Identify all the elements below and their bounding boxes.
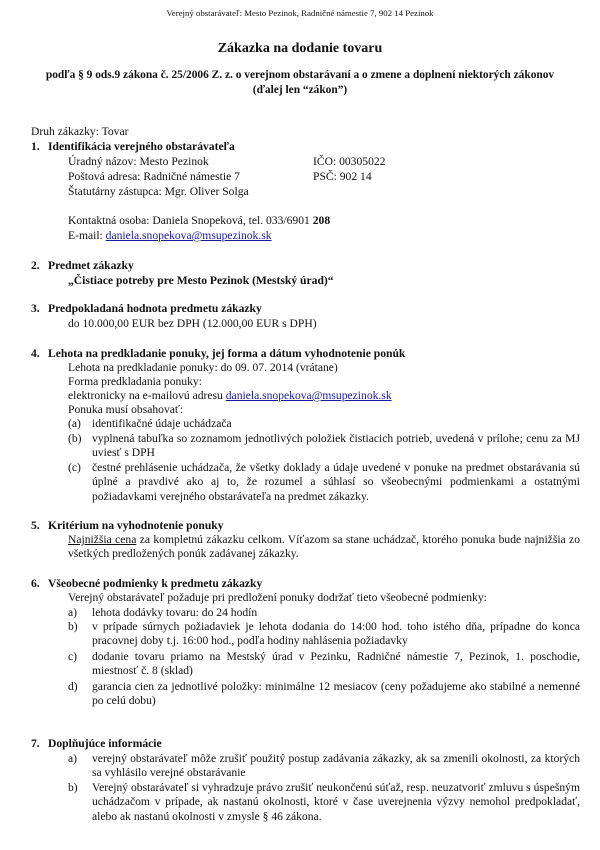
s4-item: identifikačné údaje uchádzača bbox=[92, 417, 232, 430]
section-2-title: Predmet zákazky bbox=[48, 259, 134, 272]
submission-deadline: Lehota na predkladanie ponuky: do 09. 07. 2014 (vrátane) bbox=[68, 361, 338, 374]
contact-person: Kontaktná osoba: Daniela Snopeková, tel. 033/6901 208 bbox=[68, 214, 331, 227]
s6-item: v prípade súrnych požiadaviek je lehota dodania do 14:00 hod. toho istého dňa, prípadne do konca pracovnej doby t.j. 16:00 hod., podľa hodiny nahlásenia požiadavky bbox=[92, 620, 580, 648]
general-conditions-intro: Verejný obstarávateľ požaduje pri predložení ponuky dodržať tieto všeobecné podmienky: bbox=[68, 591, 487, 604]
s6-item-letter: d) bbox=[68, 680, 78, 693]
section-6-number: 6. bbox=[31, 577, 40, 590]
contact-email-link[interactable]: daniela.snopekova@msupezinok.sk bbox=[105, 229, 272, 242]
contract-subject: „Čistiace potreby pre Mesto Pezinok (Mestský úrad)“ bbox=[68, 274, 334, 287]
statutory-representative: Štatutárny zástupca: Mgr. Oliver Solga bbox=[68, 185, 249, 198]
section-5-title: Kritérium na vyhodnotenie ponuky bbox=[48, 519, 224, 532]
s6-item: lehota dodávky tovaru: do 24 hodín bbox=[92, 606, 258, 619]
evaluation-criterion: Najnižšia cena za kompletnú zákazku celkom. Víťazom sa stane uchádzač, ktorého ponuka bude najnižšia zo všetkých predložených ponúk zadávanej zákazky. bbox=[68, 533, 580, 561]
page-header: Verejný obstarávateľ: Mesto Pezinok, Radničné námestie 7, 902 14 Pezinok bbox=[166, 8, 434, 18]
section-3-number: 3. bbox=[31, 302, 40, 315]
offer-contents-label: Ponuka musí obsahovať: bbox=[68, 403, 184, 416]
ico: IČO: 00305022 bbox=[313, 155, 386, 168]
s6-item-letter: b) bbox=[68, 620, 78, 633]
section-5-number: 5. bbox=[31, 519, 40, 532]
s4-item: čestné prehlásenie uchádzača, že všetky doklady a údaje uvedené v ponuke na predmet obstarávania sú úplné a pravdivé ako aj to, že rozumel a súhlasí so všeobecnými podmienkami a ostatnými požiadavkami verejného obstarávateľa na predmet zákazky. bbox=[92, 461, 580, 503]
section-6-title: Všeobecné podmienky k predmetu zákazky bbox=[48, 577, 263, 590]
contact-email-line: E-mail: daniela.snopekova@msupezinok.sk bbox=[68, 229, 272, 242]
s4-item: vyplnená tabuľka so zoznamom jednotlivých položiek čistiacich potrieb, uvedená v prílohe; cenu za MJ uviesť s DPH bbox=[92, 432, 580, 460]
document-subtitle: podľa § 9 ods.9 zákona č. 25/2006 Z. z. o verejnom obstarávaní a o zmene a doplnení niektorých zákonov (ďalej len “zákon”) bbox=[45, 69, 555, 96]
section-2-number: 2. bbox=[31, 259, 40, 272]
section-1-number: 1. bbox=[31, 140, 40, 153]
procurement-type: Druh zákazky: Tovar bbox=[31, 125, 129, 138]
section-4-title: Lehota na predkladanie ponuky, jej forma a dátum vyhodnotenie ponúk bbox=[48, 347, 406, 360]
section-1-title: Identifikácia verejného obstarávateľa bbox=[48, 140, 235, 153]
document-title: Zákazka na dodanie tovaru bbox=[217, 41, 383, 56]
s7-item-letter: a) bbox=[68, 752, 78, 765]
s6-item-letter: c) bbox=[68, 650, 78, 663]
submission-form: elektronicky na e-mailovú adresu daniela.snopekova@msupezinok.sk bbox=[68, 389, 392, 402]
section-7-title: Doplňujúce informácie bbox=[48, 737, 162, 750]
postal-address: Poštová adresa: Radničné námestie 7 bbox=[68, 170, 240, 183]
estimated-value: do 10.000,00 EUR bez DPH (12.000,00 EUR s DPH) bbox=[68, 317, 317, 330]
section-3-title: Predpokladaná hodnota predmetu zákazky bbox=[48, 302, 262, 315]
s7-item: verejný obstarávateľ môže zrušiť použitý postup zadávania zákazky, ak sa zmenili okolnosti, za ktorých sa vyhlásilo verejné obstarávanie bbox=[92, 752, 580, 780]
section-7-number: 7. bbox=[31, 737, 40, 750]
s7-item-letter: b) bbox=[68, 781, 78, 794]
section-4-number: 4. bbox=[31, 347, 40, 360]
submission-form-label: Forma predkladania ponuky: bbox=[68, 375, 202, 388]
s6-item: garancia cien za jednotlivé položky: minimálne 12 mesiacov (ceny požadujeme ako stabilné a nemenné po celú dobu) bbox=[92, 680, 580, 708]
submission-email-link[interactable]: daniela.snopekova@msupezinok.sk bbox=[225, 389, 392, 402]
official-name: Úradný názov: Mesto Pezinok bbox=[68, 155, 209, 168]
s7-item: Verejný obstarávateľ si vyhradzuje právo zrušiť neukončenú súťaž, resp. neuzatvoriť zmluvu s úspešným uchádzačom v prípade, ak nastanú okolnosti, ktoré v čase uverejnenia výzvy nemohol predpokladať, alebo ak nastanú okolnosti v zmysle § 46 zákona. bbox=[92, 781, 580, 823]
s4-item-letter: (a) bbox=[68, 417, 81, 430]
s4-item-letter: (c) bbox=[68, 461, 81, 474]
s6-item-letter: a) bbox=[68, 606, 78, 619]
psc: PSČ: 902 14 bbox=[313, 170, 372, 183]
s6-item: dodanie tovaru priamo na Mestský úrad v Pezinku, Radničné námestie 7, Pezinok, 1. poschodie, miestnosť č. 8 (sklad) bbox=[92, 650, 580, 678]
s4-item-letter: (b) bbox=[68, 432, 82, 445]
